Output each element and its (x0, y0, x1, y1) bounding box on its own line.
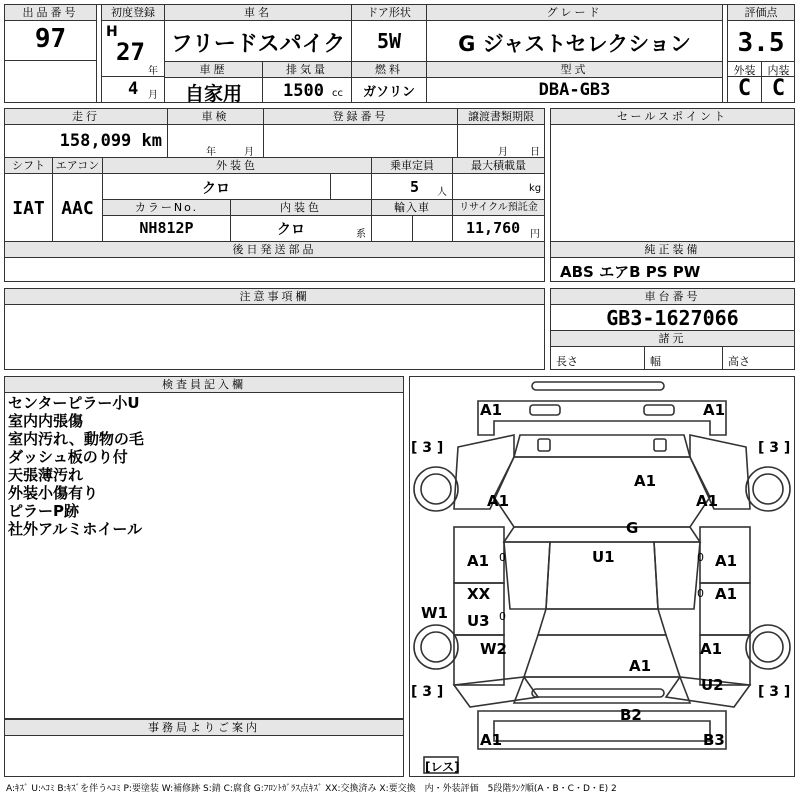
door-label: ドア形状 (352, 5, 426, 21)
mileage: 158,099 km (59, 131, 162, 151)
model-label: 型式 (427, 62, 722, 78)
ext-score: C (737, 76, 752, 101)
inspector-note: ピラーP跡 (8, 502, 79, 520)
car-history: 自家用 (184, 83, 242, 105)
grade-label: グレード (427, 5, 722, 21)
tire-rear-left: [ 3 ] (411, 684, 444, 700)
ac: AAC (61, 198, 94, 219)
int-color-label: 内装色 (231, 200, 371, 216)
mark-pillar-right-front: 0 (697, 551, 704, 564)
int-color: クロ (277, 222, 305, 238)
divider (96, 5, 97, 102)
recycle-unit: 円 (530, 229, 540, 240)
sales-block (550, 108, 795, 242)
score: 3.5 (737, 28, 785, 58)
transfer-month-unit: 月 (498, 147, 508, 158)
mark-fender-right: A1 (696, 492, 719, 510)
legend: A:ｷｽﾞ U:ﾍｺﾐ B:ｷｽﾞを伴うﾍｺﾐ P:要塗装 W:補修跡 S:錆 C:腐食 G:ﾌﾛﾝﾄｶﾞﾗｽ点ｷｽﾞ XX:交換済み X:要交換 内・外装評価 5段階ﾗﾝｸ順(A・B・C・D・E) 2 (6, 784, 617, 794)
int-score: C (771, 76, 786, 101)
mark-front-right: A1 (703, 401, 726, 419)
inspection-label: 車検 (168, 109, 263, 125)
sales-label: セールスポイント (551, 109, 794, 125)
recycle-fee: 11,760 (466, 219, 521, 237)
mark-front-door-right: A1 (715, 552, 738, 570)
tire-rear-right: [ 3 ] (758, 684, 791, 700)
mark-pillar-left-front: 0 (499, 551, 506, 564)
era-label: H (106, 24, 118, 40)
displacement-label: 排気量 (263, 62, 351, 78)
dims-label: 諸元 (551, 330, 794, 347)
inspector-note: 社外アルミホイール (8, 520, 143, 538)
int-score-label: 内装 (767, 64, 790, 77)
chassis-label: 車台番号 (551, 289, 794, 305)
mileage-label: 走行 (5, 109, 167, 125)
capacity-unit: 人 (437, 187, 447, 198)
divider (5, 60, 96, 61)
mark-rear-fender-left: W2 (480, 640, 507, 658)
fuel: ガソリン (362, 85, 415, 100)
mark-rear-door-left-u3: U3 (467, 612, 490, 630)
mark-rear-door-left-xx: XX (467, 585, 491, 603)
mark-wheel-left: W1 (421, 604, 448, 622)
month-unit: 月 (148, 90, 158, 101)
history-label: 車歴 (165, 62, 262, 78)
displacement-unit: cc (332, 88, 343, 99)
fuel-label: 燃料 (352, 62, 426, 78)
inspector-notes (8, 394, 398, 538)
color-no-label: カラーNo. (103, 200, 230, 216)
mark-roof: U1 (592, 548, 615, 566)
divider (722, 346, 723, 369)
tire-front-left: [ 3 ] (411, 440, 444, 456)
divider (644, 346, 645, 369)
transfer-label: 譲渡書類期限 (458, 109, 544, 125)
int-color-unit: 系 (356, 229, 366, 240)
max-load-label: 最大積載量 (453, 158, 544, 174)
mark-rear-bumper: B2 (620, 706, 642, 724)
divider (412, 215, 413, 241)
shift: IAT (12, 198, 45, 219)
reg-month: 4 (128, 79, 139, 99)
inspector-note: ダッシュ板のり付 (8, 448, 128, 466)
inspection-month-unit: 月 (244, 147, 254, 158)
ac-label: エアコン (53, 158, 102, 174)
inspection-year-unit: 年 (206, 147, 216, 158)
displacement: 1500 (283, 81, 324, 101)
ext-color: クロ (202, 181, 230, 197)
lot-label: 出品番号 (5, 5, 96, 21)
length-label: 長さ (556, 355, 578, 368)
lot-number: 97 (34, 24, 67, 54)
mark-rear-right: B3 (703, 731, 725, 749)
door-type: 5W (376, 29, 402, 53)
divider (722, 5, 723, 102)
shift-label: シフト (5, 158, 52, 174)
mark-front-left: A1 (480, 401, 503, 419)
capacity-label: 乗車定員 (372, 158, 452, 174)
divider (330, 173, 331, 199)
car-name-label: 車名 (165, 5, 351, 21)
reg-year: 27 (116, 38, 145, 66)
caution-label: 注意事項欄 (5, 289, 544, 305)
mark-rear-quarter-right: U2 (701, 676, 724, 694)
divider (102, 76, 164, 77)
grade: G ジャストセレクション (458, 32, 691, 56)
mark-rear-glass: A1 (629, 657, 652, 675)
year-unit: 年 (148, 66, 158, 77)
height-label: 高さ (728, 355, 750, 368)
office-label: 事務局よりご案内 (5, 720, 403, 736)
recycle-label: リサイクル預託金 (453, 200, 544, 216)
chassis-number: GB3-1627066 (606, 306, 739, 330)
car-name: フリードスパイク (170, 32, 346, 57)
inspector-note: センターピラー小U (8, 394, 140, 412)
width-label: 幅 (650, 355, 661, 368)
inspector-note: 室内内張傷 (8, 412, 84, 430)
tire-front-right: [ 3 ] (758, 440, 791, 456)
first-reg-label: 初度登録 (102, 5, 164, 21)
equipment: ABS エアB PS PW (560, 263, 701, 281)
mark-hood: A1 (634, 472, 657, 490)
mark-rear-left: A1 (480, 731, 503, 749)
model-code: DBA-GB3 (538, 80, 611, 100)
ext-color-label: 外装色 (103, 158, 371, 174)
transfer-day-unit: 日 (530, 147, 540, 158)
equip-label: 純正装備 (551, 242, 794, 258)
no-spare: [レス] (425, 760, 460, 774)
later-parts-label: 後日発送部品 (5, 242, 544, 258)
car-diagram (410, 377, 794, 776)
mark-pillar-left-rear: 0 (499, 610, 506, 623)
score-label: 評価点 (728, 5, 794, 21)
mark-windshield: G (626, 519, 639, 537)
ext-score-label: 外装 (733, 64, 756, 77)
inspector-note: 外装小傷有り (8, 484, 99, 502)
inspector-note: 室内汚れ、動物の毛 (8, 430, 144, 448)
mark-front-door-left: A1 (467, 552, 490, 570)
capacity: 5 (410, 178, 420, 196)
import-label: 輸入車 (372, 200, 452, 216)
max-load-unit: kg (529, 183, 542, 194)
inspector-label: 検査員記入欄 (5, 377, 403, 393)
mark-rear-door-right: A1 (715, 585, 738, 603)
mark-pillar-right-rear: 0 (697, 587, 704, 600)
reg-no-label: 登録番号 (264, 109, 457, 125)
mark-rear-fender-right: A1 (700, 640, 723, 658)
inspector-note: 天張薄汚れ (8, 466, 84, 484)
mark-fender-left: A1 (487, 492, 510, 510)
color-no: NH812P (139, 219, 194, 237)
